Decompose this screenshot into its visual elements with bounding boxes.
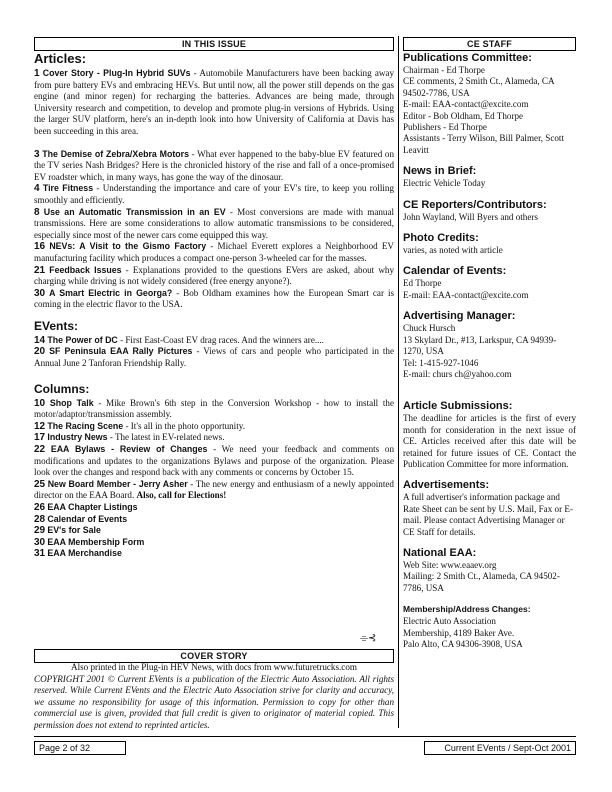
staff-line: varies, as noted with article	[403, 245, 503, 256]
ce-staff-header: CE STAFF	[403, 37, 576, 51]
article-page-number: 3	[34, 148, 40, 160]
article-page-number: 1	[34, 68, 40, 79]
staff-line: Membership, 4189 Baker Ave.	[403, 627, 515, 638]
article-title: A Smart Electric in Georga?	[49, 287, 173, 298]
staff-line: E-mail: EAA-contact@excite.com	[403, 289, 529, 300]
membership-changes	[403, 603, 576, 650]
article-page-number: 21	[34, 264, 46, 276]
column-title: The Racing Scene	[47, 420, 124, 431]
copyright-notice: COPYRIGHT 2001 © Current EVents is a publication of the Electric Auto Association. All rights reserved. While Current EVents and the Electric Auto Association strive for clarity and accuracy, we assume no responsibility for usage of this information. Permission to copy for other than commercial use is given, provided that full credit is given to originator of material copied. This permission does not extend to reprinted articles.	[34, 673, 394, 730]
columns-list	[34, 398, 394, 560]
article-submissions	[403, 400, 576, 470]
reporters-heading: CE Reporters/Contributors:	[403, 198, 547, 211]
membership-heading: Membership/Address Changes:	[403, 604, 531, 615]
column-entry	[34, 502, 394, 514]
news-heading: News in Brief:	[403, 165, 477, 178]
cover-story-text	[34, 662, 394, 732]
submissions-text: The deadline for articles is the first of every month for consideration in the next issue of CE. Articles received after this date will be retained for future issues of CE. Contact the Publication Committee for more information.	[403, 413, 576, 469]
photo-heading: Photo Credits:	[403, 232, 479, 245]
column-page-number: 25	[34, 478, 46, 490]
column-title: EAA Bylaws - Review of Changes	[50, 444, 208, 455]
column-description: - Mike Brown's 6th step in the Conversion Workshop - how to install the motor/adaptor/transmission assembly.	[34, 397, 394, 420]
column-entry	[34, 514, 394, 526]
column-entry	[34, 525, 394, 537]
article-page-number: 8	[34, 206, 40, 218]
national-lines	[403, 560, 576, 594]
column-page-number: 26	[34, 502, 46, 513]
staff-line: Mailing: 2 Smith Ct., Alameda, CA 94502-7786, USA	[403, 571, 560, 593]
page-number: Page 2 of 32	[34, 741, 126, 755]
column-page-number: 28	[34, 513, 46, 525]
calendar-of-events	[403, 265, 576, 301]
event-entry	[34, 335, 394, 347]
article-entry	[34, 241, 394, 264]
publications-lines	[403, 65, 576, 156]
news-in-brief	[403, 165, 576, 189]
article-description: - What ever happened to the baby-blue EV featured on the TV series Nash Bridges? Here is the chronicled history of the rise and fall of a once-promised EV roadster which, in many ways, has gone the way of the dinosaur.	[34, 148, 394, 182]
national-heading: National EAA:	[403, 546, 477, 559]
advertisements	[403, 479, 576, 538]
event-page-number: 20	[34, 346, 46, 358]
article-title: Tire Fitness	[42, 183, 94, 194]
publications-committee	[403, 52, 576, 156]
staff-line: Ed Thorpe	[403, 278, 442, 289]
ce-reporters	[403, 199, 576, 223]
article-title: The Demise of Zebra/Xebra Motors	[42, 148, 189, 159]
article-title: NEVs: A Visit to the Gismo Factory	[49, 241, 207, 252]
advertisements-heading: Advertisements:	[403, 479, 490, 492]
advertising-manager	[403, 310, 576, 380]
column-page-number: 12	[34, 420, 46, 432]
columns-heading: Columns:	[34, 381, 90, 396]
article-page-number: 30	[34, 287, 46, 299]
publications-heading: Publications Committee:	[403, 52, 532, 64]
article-title: Feedback Issues	[49, 264, 122, 275]
calendar-lines	[403, 278, 576, 301]
photo-lines	[403, 245, 576, 256]
article-page-number: 16	[34, 241, 46, 253]
column-entry	[34, 398, 394, 421]
article-title: Use an Automatic Transmission in an EV	[43, 206, 226, 217]
article-entry	[34, 265, 394, 288]
column-page-number: 17	[34, 432, 46, 444]
event-page-number: 14	[34, 334, 46, 346]
column-title: EAA Membership Form	[47, 536, 145, 547]
column-divider	[398, 36, 399, 728]
column-page-number: 22	[34, 444, 46, 456]
ornament-fish-icon: ⌯⊰	[360, 633, 377, 644]
article-description: - Understanding the importance and care of your EV's tire, to keep you rolling smoothly and efficiently.	[34, 183, 394, 205]
column-entry	[34, 432, 394, 444]
cover-source-line: Also printed in the Plug-in HEV News, with docs from www.futuretrucks.com	[71, 662, 357, 672]
articles-heading: Articles:	[34, 51, 87, 66]
calendar-heading: Calendar of Events:	[403, 265, 507, 278]
article-description: - Bob Oldham examines how the European Smart car is coming in the electric flavor to the USA.	[34, 287, 395, 310]
in-this-issue-column	[34, 52, 394, 560]
column-title: EAA Merchandise	[47, 548, 122, 559]
reporters-lines	[403, 212, 576, 223]
submissions-heading: Article Submissions:	[403, 400, 513, 413]
column-title: Industry News	[47, 432, 108, 443]
article-entry	[34, 183, 394, 206]
staff-line: Web Site: www.eaaev.org	[403, 559, 497, 570]
event-description: - Views of cars and people who participated in the Annual June 2 Tanforan Friendship Rally.	[34, 346, 395, 369]
article-description: - Explanations provided to the questions EVers are asked, about why charging while driving is not widely considered (free energy anyone?).	[34, 264, 395, 287]
column-page-number: 31	[34, 548, 46, 560]
photo-credits	[403, 232, 576, 256]
event-title: SF Peninsula EAA Rally Pictures	[49, 346, 193, 357]
column-entry	[34, 548, 394, 560]
staff-line: Electric Auto Association	[403, 616, 496, 627]
article-description: - Michael Everett explores a Neighborhood EV manufacturing facility which produces a compact one-person 3-wheeled car for the masses.	[34, 241, 394, 263]
in-this-issue-header: IN THIS ISSUE	[34, 37, 394, 51]
article-title: Cover Story - Plug-In Hybrid SUVs	[42, 68, 191, 78]
cover-story-header: COVER STORY	[34, 649, 394, 663]
column-description: - It's all in the photo opportunity.	[123, 420, 245, 431]
column-description: - The latest in EV-related news.	[107, 432, 225, 443]
staff-line: Tel: 1-415-927-1046	[403, 357, 479, 368]
membership-lines	[403, 616, 576, 650]
news-lines	[403, 178, 576, 189]
article-page-number: 4	[34, 183, 40, 195]
staff-line: E-mail: EAA-contact@excite.com	[403, 99, 529, 110]
column-title: EAA Chapter Listings	[47, 502, 138, 512]
event-title: The Power of DC	[47, 334, 118, 345]
staff-line: Editor - Bob Oldham, Ed Thorpe	[403, 110, 524, 121]
advertising-lines	[403, 323, 576, 380]
staff-line: Electric Vehicle Today	[403, 178, 486, 189]
column-description: - The new energy and enthusiasm of a newly appointed director on the EAA Board.	[34, 478, 394, 501]
ce-staff-column	[403, 52, 576, 659]
article-entry	[34, 149, 394, 184]
article-description: - Automobile Manufacturers have been backing away from pure battery EVs and embracing HEVs. But until now, all the power still depends on the gas engine (and minor regen) for recharging the batteries. Advances are being made, through University research and competition, to develop and promote plug-in versions of Hybrids. Using the larger SUV platform, here's an in-depth look into how University of California at Davis has been succeeding in this area.	[34, 68, 395, 136]
staff-line: E-mail: churs ch@yahoo.com	[403, 368, 512, 379]
staff-line: CE comments, 2 Smith Ct., Alameda, CA 94502-7786, USA	[403, 76, 555, 98]
staff-line: Chuck Hursch	[403, 323, 456, 334]
issue-label: Current EVents / Sept-Oct 2001	[424, 741, 576, 755]
column-entry	[34, 479, 394, 502]
column-entry	[34, 537, 394, 549]
bottom-rule	[34, 736, 576, 737]
column-title: Calendar of Events	[47, 513, 128, 524]
staff-line: 13 Skylard Dr., #13, Larkspur, CA 94939-1270, USA	[403, 334, 557, 357]
column-title: EV's for Sale	[47, 525, 101, 536]
column-title: Shop Talk	[49, 397, 94, 408]
article-description: - Most conversions are made with manual transmissions. Here are some considerations to allow automatic transmissions to be considered, especially since most of the newer cars come equipped this way.	[34, 206, 395, 240]
staff-line: Publishers - Ed Thorpe	[403, 122, 487, 133]
articles-list	[34, 68, 394, 311]
column-highlight: Also, call for Elections!	[136, 490, 227, 501]
article-entry	[34, 207, 394, 242]
advertising-heading: Advertising Manager:	[403, 310, 516, 323]
column-description: - We need your feedback and comments on modifications and updates to the organizations Bylaws and purpose of the organization. Please look over the changes and respond back with any comments or concerns by October 15.	[34, 444, 394, 478]
events-list	[34, 335, 394, 370]
column-title: New Board Member - Jerry Asher	[47, 478, 188, 489]
column-page-number: 10	[34, 397, 46, 409]
national-eaa	[403, 547, 576, 594]
column-page-number: 30	[34, 536, 46, 548]
article-entry	[34, 288, 394, 311]
staff-line: John Wayland, Will Byers and others	[403, 211, 538, 222]
advertisements-text: A full advertiser's information package and Rate Sheet can be sent by U.S. Mail, Fax or E-mail. Please contact Advertising Manager or CE Staff for details.	[403, 492, 573, 537]
staff-line: Assistants - Terry Wilson, Bill Palmer, Scott Leavitt	[403, 133, 564, 155]
events-heading: EVents:	[34, 318, 79, 333]
staff-line: Chairman - Ed Thorpe	[403, 65, 485, 75]
column-page-number: 29	[34, 525, 46, 537]
event-description: - First East-Coast EV drag races. And the winners are....	[117, 334, 324, 345]
column-entry	[34, 444, 394, 479]
staff-line: Palo Alto, CA 94306-3908, USA	[403, 639, 523, 649]
column-entry	[34, 421, 394, 433]
article-entry	[34, 68, 394, 138]
event-entry	[34, 346, 394, 369]
